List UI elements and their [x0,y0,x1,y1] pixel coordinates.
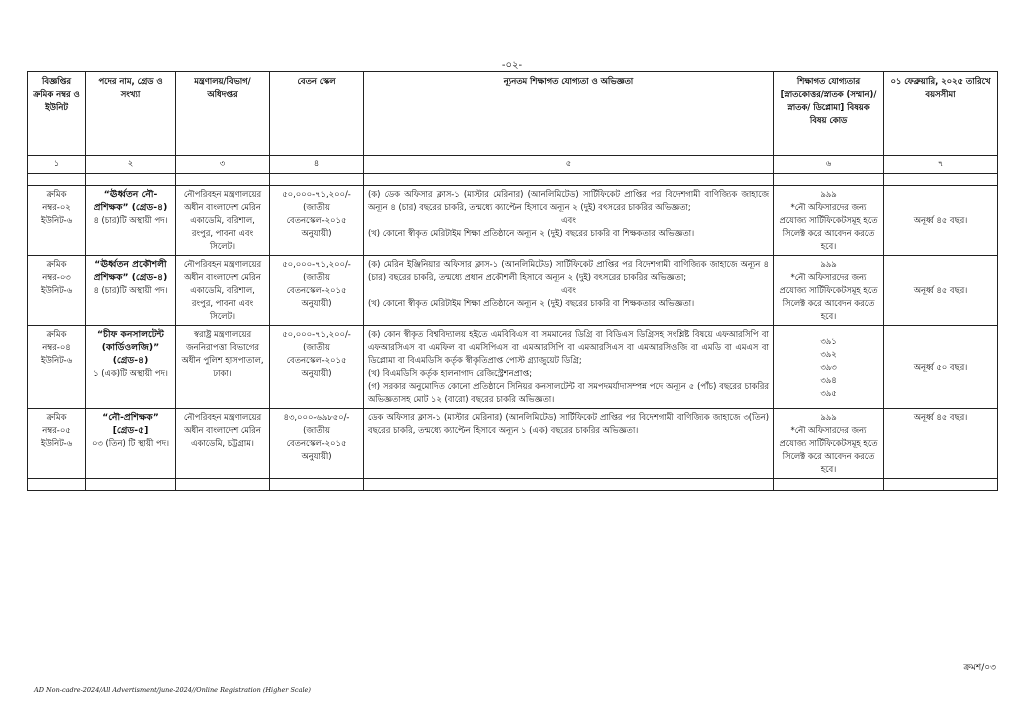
scale-cell: ৫০,০০০-৭১,২০০/- (জাতীয় বেতনস্কেল-২০১৫ অনুযায়ী) [270,256,364,326]
subject-code-cell [774,186,884,256]
subject-code: ৯৯৯ [820,259,837,269]
qualification-cell [364,256,774,326]
post-cell [86,326,176,409]
post-count: ৪ (চার)টি অস্থায়ী পদ। [93,285,168,295]
qualification-c: (গ) সরকার অনুমোদিত কোনো প্রতিষ্ঠানে সিনিয়র কনসালটেন্ট বা সমপদমর্যাদাসম্পন্ন পদে অন্যূন ৫ (পাঁচ) বছরের চাকরির অভিজ্ঞতাসহ মোট ১২ (বারো) বছরের চাকরি অভিজ্ঞতা। [368,381,769,404]
spacer-row [28,479,998,491]
qualification-and: এবং [561,285,576,295]
qualification-cell [364,326,774,409]
serial-cell: ক্রমিক নম্বর-০৪ ইউনিট-৬ [28,326,86,409]
column-number: ২ [86,156,176,174]
post-cell [86,409,176,479]
subject-code-cell [774,326,884,409]
ministry-cell: নৌপরিবহন মন্ত্রণালয়ের অধীন বাংলাদেশ মেরিন একাডেমি, বরিশাল, রংপুর, পাবনা এবং সিলেট। [176,256,270,326]
spacer-row [28,174,998,186]
column-number: ৪ [270,156,364,174]
table-row [28,186,998,256]
subject-code: ৩৯৩ [820,361,837,372]
column-number: ১ [28,156,86,174]
subject-code: ৯৯৯ [820,412,837,422]
continuation-note: ক্রমশ/০৩ [963,663,996,673]
subject-code-note: *নৌ অফিসারদের জন্য প্রযোজ্য সার্টিফিকেটসমূহ হতে সিলেক্ট করে আবেদন করতে হবে। [779,272,878,321]
scale-cell: ৫০,০০০-৭১,২০০/- (জাতীয় বেতনস্কেল-২০১৫ অনুযায়ী) [270,186,364,256]
post-count: ১ (এক)টি অস্থায়ী পদ। [93,368,168,378]
page-number: -০২- [501,60,523,71]
serial-cell: ক্রমিক নম্বর-০৩ ইউনিট-৬ [28,256,86,326]
table-row [28,326,998,409]
column-number: ৫ [364,156,774,174]
subject-code: ৩৯৪ [820,374,837,385]
qualification-a: (ক) মেরিন ইঞ্জিনিয়ার অফিসার ক্লাস-১ (আনলিমিটেড) সার্টিফিকেট প্রাপ্তির পর বিদেশগামী বাণিজ্যিক জাহাজে অন্যূন ৪ (চার) বছরের চাকরি, তন্মধ্যে প্রধান প্রকৌশলী হিসাবে অন্যূন ২ (দুই) বৎসরের চাকরির অভিজ্ঞতা; [368,259,769,282]
qualification-and: এবং [561,215,576,225]
age-limit-cell: অনূর্ধ্ব ৪৫ বছর। [884,409,998,479]
post-title: “চীফ কনসালটেন্ট (কার্ডিওলজি)” (গ্রেড-৪) [97,329,164,366]
document-path: AD Non-cadre-2024/All Advertisment/june-2024//Online Registration (Higher Scale) [34,686,311,694]
serial-cell: ক্রমিক নম্বর-০২ ইউনিট-৬ [28,186,86,256]
ministry-cell: স্বরাষ্ট্র মন্ত্রণালয়ের জননিরাপত্তা বিভাগের অধীন পুলিশ হাসপাতাল, ঢাকা। [176,326,270,409]
qualification-cell [364,409,774,479]
header-scale: বেতন স্কেল [270,72,364,156]
subject-code-cell [774,256,884,326]
serial-cell: ক্রমিক নম্বর-০৫ ইউনিট-৬ [28,409,86,479]
header-serial: বিজ্ঞপ্তির ক্রমিক নম্বর ও ইউনিট [28,72,86,156]
subject-code: ৩৯১ [820,335,837,346]
table-row [28,256,998,326]
qualification-b: (খ) বিএমডিসি কর্তৃক হালনাগাদ রেজিস্ট্রেশনপ্রাপ্ত; [368,368,533,378]
scale-cell: ৫০,০০০-৭১,২০০/- (জাতীয় বেতনস্কেল-২০১৫ অনুযায়ী) [270,326,364,409]
header-row [28,72,998,156]
qualification-a: (ক) কোন স্বীকৃত বিশ্ববিদ্যালয় হইতে এমবিবিএস বা সমমানের ডিগ্রি বা বিডিএস ডিগ্রিসহ সংশ্লিষ্ট বিষয়ে এফআরসিপি বা এফআরসিএস বা এমফিল বা এমসিপিএস বা এমআরসিপি বা এমআরসিএস বা এমআরসিওজি বা এমডি বা এমএস বা ডিপ্লোমা বা বিএমডিসি কর্তৃক স্বীকৃতিপ্রাপ্ত পোস্ট গ্র্যাজুয়েট ডিগ্রি; [368,329,769,365]
header-qualification: ন্যূনতম শিক্ষাগত যোগ্যতা ও অভিজ্ঞতা [364,72,774,156]
header-ministry: মন্ত্রণালয়/বিভাগ/ অধিদপ্তর [176,72,270,156]
post-cell [86,256,176,326]
post-title: “নৌ-প্রশিক্ষক” [গ্রেড-৫] [102,412,159,436]
ministry-cell: নৌপরিবহন মন্ত্রণালয়ের অধীন বাংলাদেশ মেরিন একাডেমি, বরিশাল, রংপুর, পাবনা এবং সিলেট। [176,186,270,256]
post-count: ৪ (চার)টি অস্থায়ী পদ। [93,215,168,225]
post-count: ০৩ (তিন) টি স্থায়ী পদ। [91,438,170,448]
age-limit-cell: অনূর্ধ্ব ৫০ বছর। [884,326,998,409]
post-title: “ঊর্ধ্বতন প্রকৌশলী প্রশিক্ষক” (গ্রেড-৪) [93,259,168,283]
age-limit-cell: অনূর্ধ্ব ৪৫ বছর। [884,256,998,326]
header-age-limit: ০১ ফেব্রুয়ারি, ২০২৫ তারিখে বয়সসীমা [884,72,998,156]
column-number-row [28,156,998,174]
subject-code-cell [774,409,884,479]
subject-code-note: *নৌ অফিসারদের জন্য প্রযোজ্য সার্টিফিকেটসমূহ হতে সিলেক্ট করে আবেদন করতে হবে। [779,425,878,474]
column-number: ৬ [774,156,884,174]
qualification-cell [364,186,774,256]
subject-code: ৩৯২ [820,348,837,359]
table-row [28,409,998,479]
scale-cell: ৪৩,০০০-৬৯৮৫০/- (জাতীয় বেতনস্কেল-২০১৫ অনুযায়ী) [270,409,364,479]
qualification-b: (খ) কোনো স্বীকৃত মেরিটাইম শিক্ষা প্রতিষ্ঠানে অন্যূন ২ (দুই) বছরের চাকরি বা শিক্ষকতার অভিজ্ঞতা। [368,228,695,238]
column-number: ৭ [884,156,998,174]
qualification-a: ডেক অফিসার ক্লাস-১ (মাস্টার মেরিনার) (আনলিমিটেড) সার্টিফিকেট প্রাপ্তির পর বিদেশগামী বাণিজ্যিক জাহাজে ৩(তিন) বছরের চাকরি, তন্মধ্যে ক্যাপ্টেন হিসাবে অন্যূন ১ (এক) বছরের চাকরির অভিজ্ঞতা। [368,412,769,435]
post-cell [86,186,176,256]
ministry-cell: নৌপরিবহন মন্ত্রণালয়ের অধীন বাংলাদেশ মেরিন একাডেমি, চট্টগ্রাম। [176,409,270,479]
column-number: ৩ [176,156,270,174]
header-subject-code: শিক্ষাগত যোগ্যতার [স্নাতকোত্তর/স্নাতক (সম্মান)/স্নাতক/ ডিপ্লোমা] বিষয়ক বিষয় কোড [774,72,884,156]
subject-code: ৩৯৫ [820,387,837,398]
header-post: পদের নাম, গ্রেড ও সংখ্যা [86,72,176,156]
subject-code: ৯৯৯ [820,189,837,199]
age-limit-cell: অনূর্ধ্ব ৪৫ বছর। [884,186,998,256]
posts-table [27,71,998,491]
subject-code-note: *নৌ অফিসারদের জন্য প্রযোজ্য সার্টিফিকেটসমূহ হতে সিলেক্ট করে আবেদন করতে হবে। [779,202,878,251]
qualification-a: (ক) ডেক অফিসার ক্লাস-১ (মাস্টার মেরিনার) (আনলিমিটেড) সার্টিফিকেট প্রাপ্তির পর বিদেশগামী বাণিজ্যিক জাহাজে অন্যূন ৪ (চার) বছরের চাকরি, তন্মধ্যে ক্যাপ্টেন হিসাবে অন্যূন ২ (দুই) বৎসরের চাকরির অভিজ্ঞতা; [368,189,769,212]
qualification-b: (খ) কোনো স্বীকৃত মেরিটাইম শিক্ষা প্রতিষ্ঠানে অন্যূন ২ (দুই) বছরের চাকরি বা শিক্ষকতার অভিজ্ঞতা। [368,298,695,308]
post-title: “ঊর্ধ্বতন নৌ-প্রশিক্ষক” (গ্রেড-৪) [93,189,168,213]
